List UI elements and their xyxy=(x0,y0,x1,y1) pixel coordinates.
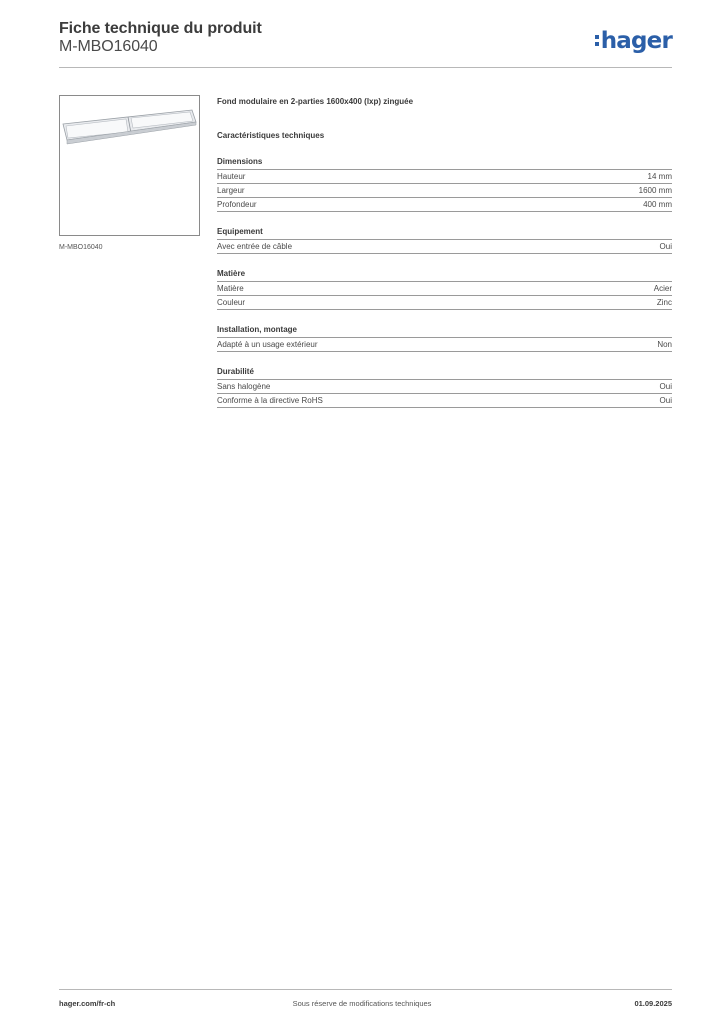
footer-date: 01.09.2025 xyxy=(634,999,672,1008)
group-title: Installation, montage xyxy=(217,324,672,338)
spec-row xyxy=(217,170,672,184)
footer-website-link[interactable]: hager.com/fr-ch xyxy=(59,999,116,1008)
spec-label: Hauteur xyxy=(217,172,246,181)
spec-row xyxy=(217,394,672,408)
group-equipement xyxy=(217,226,672,254)
header-divider xyxy=(59,67,672,68)
spec-row xyxy=(217,338,672,352)
spec-label: Adapté à un usage extérieur xyxy=(217,340,318,349)
image-caption: M-MBO16040 xyxy=(59,244,103,251)
page-title: Fiche technique du produit xyxy=(59,20,262,37)
spec-value: Oui xyxy=(659,242,672,251)
group-title: Equipement xyxy=(217,226,672,240)
group-matiere xyxy=(217,268,672,310)
product-name: Fond modulaire en 2-parties 1600x400 (lxp) zinguée xyxy=(217,97,414,106)
spec-label: Couleur xyxy=(217,298,246,307)
group-dimensions xyxy=(217,156,672,212)
logo-dots-icon xyxy=(595,33,599,47)
spec-value: Zinc xyxy=(656,298,672,307)
spec-row xyxy=(217,282,672,296)
spec-value: 1600 mm xyxy=(638,186,672,195)
product-reference: M-MBO16040 xyxy=(59,38,158,55)
footer-divider xyxy=(59,989,672,990)
spec-label: Profondeur xyxy=(217,200,257,209)
footer-note: Sous réserve de modifications techniques xyxy=(292,999,432,1008)
spec-value: 400 mm xyxy=(643,200,672,209)
spec-row xyxy=(217,296,672,310)
logo-text: hager xyxy=(600,28,672,54)
hager-logo xyxy=(595,28,672,54)
spec-value: Oui xyxy=(659,396,672,405)
spec-value: Acier xyxy=(653,284,672,293)
spec-value: 14 mm xyxy=(647,172,672,181)
spec-label: Avec entrée de câble xyxy=(217,242,293,251)
spec-sheet xyxy=(217,96,672,408)
spec-label: Conforme à la directive RoHS xyxy=(217,396,323,405)
spec-label: Matière xyxy=(217,284,244,293)
spec-row xyxy=(217,198,672,212)
modular-base-illustration xyxy=(60,96,199,235)
spec-row xyxy=(217,380,672,394)
group-title: Dimensions xyxy=(217,156,672,170)
group-title: Durabilité xyxy=(217,366,672,380)
group-title: Matière xyxy=(217,268,672,282)
group-durabilite xyxy=(217,366,672,408)
spec-label: Sans halogène xyxy=(217,382,271,391)
spec-row xyxy=(217,184,672,198)
spec-row xyxy=(217,240,672,254)
product-image xyxy=(59,95,200,236)
spec-label: Largeur xyxy=(217,186,245,195)
spec-value: Non xyxy=(657,340,672,349)
group-installation xyxy=(217,324,672,352)
specs-heading: Caractéristiques techniques xyxy=(217,131,325,140)
spec-value: Oui xyxy=(659,382,672,391)
